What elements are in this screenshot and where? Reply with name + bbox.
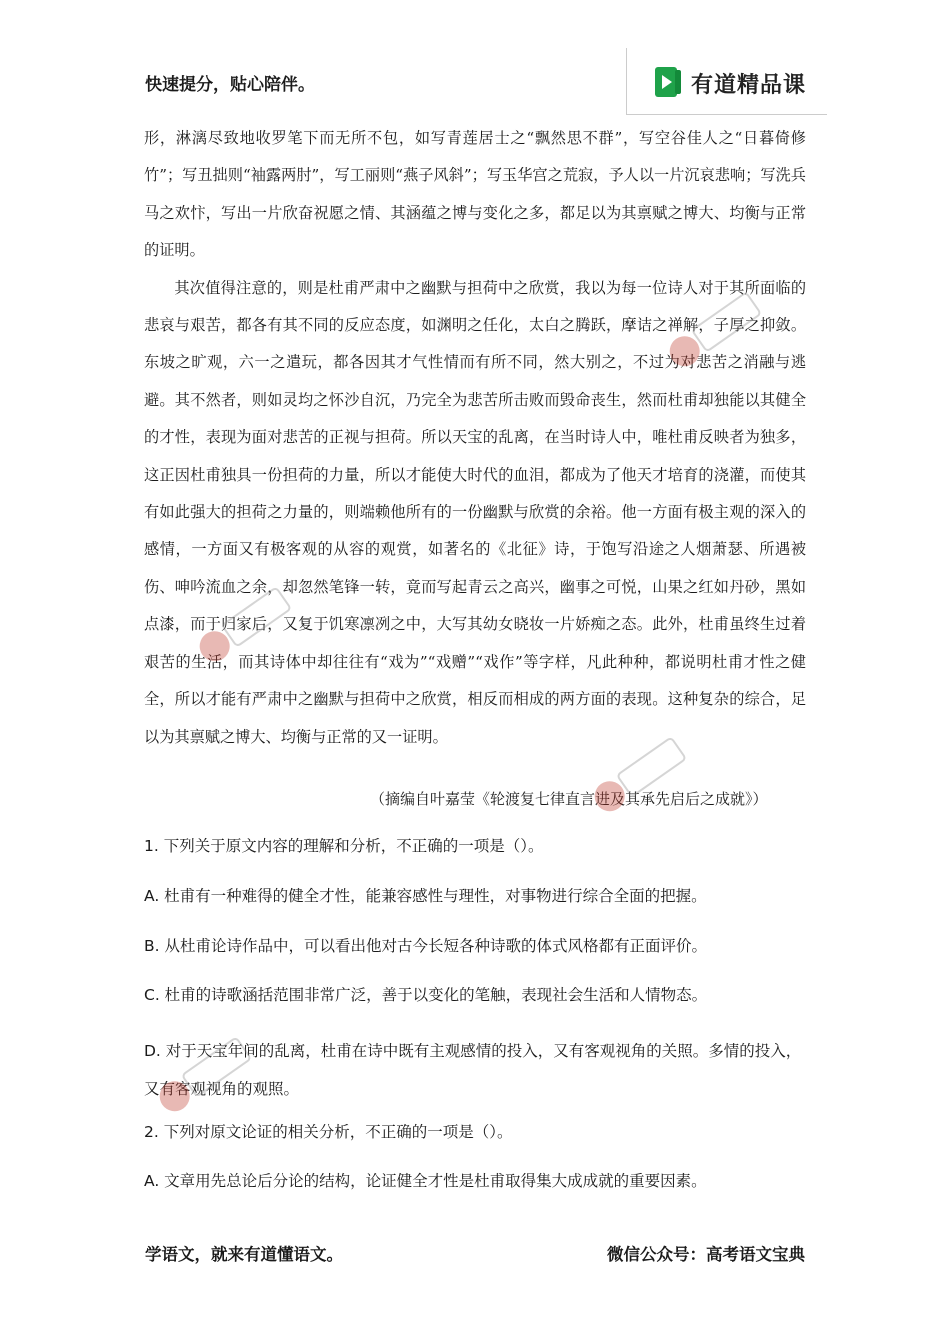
footer-wechat: 微信公众号：高考语文宝典	[607, 1245, 805, 1264]
logo	[626, 48, 827, 115]
passage-paragraph: 形，淋漓尽致地收罗笔下而无所不包，如写青莲居士之“飘然思不群”，写空谷佳人之“日暮倚修竹”；写丑拙则“袖露两肘”，写工丽则“燕子风斜”；写玉华宫之荒寂，予人以一片沉哀悲响；写洗兵马之欢忭，写出一片欣奋祝愿之情、其涵蕴之博与变化之多，都足以为其禀赋之博大、均衡与正常的证明。	[144, 129, 806, 260]
question-1: 1. 下列关于原文内容的理解和分析，不正确的一项是（）。	[144, 837, 544, 855]
question-2-option-a: A. 文章用先总论后分论的结构，论证健全才性是杜甫取得集大成成就的重要因素。	[144, 1172, 707, 1190]
question-1-option-c: C. 杜甫的诗歌涵括范围非常广泛，善于以变化的笔触，表现社会生活和人情物态。	[144, 986, 708, 1004]
question-1-option-d: D. 对于天宝年间的乱离，杜甫在诗中既有主观感情的投入，又有客观视角的关照。多情的投入，又有客观视角的观照。	[144, 1042, 802, 1098]
logo-text: 有道精品课	[691, 73, 807, 98]
question-1-option-a: A. 杜甫有一种难得的健全才性，能兼容感性与理性，对事物进行综合全面的把握。	[144, 887, 707, 905]
passage-paragraph: 其次值得注意的，则是杜甫严肃中之幽默与担荷中之欣赏，我以为每一位诗人对于其所面临的悲哀与艰苦，都各有其不同的反应态度，如渊明之任化，太白之腾跃，摩诘之禅解，子厚之抑敛。东坡之旷观，六一之遣玩，都各因其才气性情而有所不同，然大别之，不过为对悲苦之消融与逃避。其不然者，则如灵均之怀沙自沉，乃完全为悲苦所击败而毁命丧生，然而杜甫却独能以其健全的才性，表现为面对悲苦的正视与担荷。所以天宝的乱离，在当时诗人中，唯杜甫反映者为独多，这正因杜甫独具一份担荷的力量，所以才能使大时代的血泪，都成为了他天才培育的浇灌，而使其有如此强大的担荷之力量的，则端赖他所有的一份幽默与欣赏的余裕。他一方面有极主观的深入的感情，一方面又有极客观的从容的观赏，如著名的《北征》诗，于饱写沿途之人烟萧瑟、所遇被伤、呻吟流血之余，却忽然笔锋一转，竟而写起青云之高兴，幽事之可悦，山果之红如丹砂，黑如点漆，而于归家后，又复于饥寒凛冽之中，大写其幼女晓妆一片娇痴之态。此外，杜甫虽终生过着艰苦的生活，而其诗体中却往往有“戏为”“戏赠”“戏作”等字样，凡此种种，都说明杜甫才性之健全，所以才能有严肃中之幽默与担荷中之欣赏，相反而相成的两方面的表现。这种复杂的综合，足以为其禀赋之博大、均衡与正常的又一证明。	[144, 278, 806, 746]
play-logo-icon	[655, 67, 681, 97]
footer-slogan: 学语文，就来有道懂语文。	[145, 1245, 343, 1264]
question-1-option-b: B. 从杜甫论诗作品中，可以看出他对古今长短各种诗歌的体式风格都有正面评价。	[144, 937, 707, 955]
citation: （摘编自叶嘉莹《轮渡复七律直言进及其承先启后之成就》）	[370, 790, 768, 808]
question-2: 2. 下列对原文论证的相关分析，不正确的一项是（）。	[144, 1123, 513, 1141]
header-slogan: 快速提分，贴心陪伴。	[145, 75, 315, 95]
passage	[144, 120, 806, 756]
